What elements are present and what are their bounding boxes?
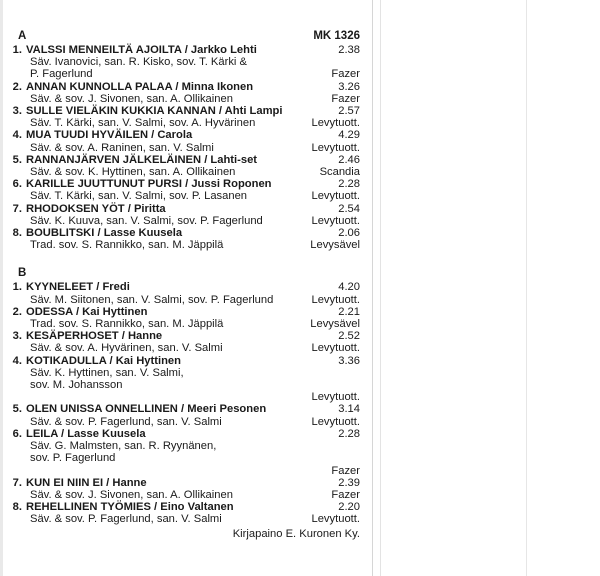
track-credit-row bbox=[8, 68, 360, 80]
track-duration: 3.36 bbox=[338, 354, 360, 367]
track-publisher: Levytuott. bbox=[311, 513, 360, 526]
track-title: BOUBLITSKI / Lasse Kuusela bbox=[26, 227, 183, 240]
track-title-row bbox=[8, 306, 360, 318]
track-publisher-row bbox=[8, 391, 360, 403]
spine-panel bbox=[373, 0, 600, 576]
track-credit-row bbox=[8, 142, 360, 154]
track-credit-row bbox=[8, 379, 360, 391]
track-credits: Säv. T. Kärki, san. V. Salmi, sov. A. Hyvärinen bbox=[30, 117, 256, 130]
track-credits: Säv. K. Hyttinen, san. V. Salmi, bbox=[30, 366, 184, 379]
track-credits: Säv. & sov. A. Raninen, san. V. Salmi bbox=[30, 141, 214, 154]
tracklist-content bbox=[8, 30, 360, 540]
track-number: 3. bbox=[12, 330, 22, 343]
track-title-row bbox=[8, 428, 360, 440]
track-publisher: Levytuott. bbox=[311, 190, 360, 203]
track-duration: 3.14 bbox=[338, 403, 360, 416]
track-credit-row bbox=[8, 93, 360, 105]
track-heading bbox=[8, 227, 182, 239]
track-number: 5. bbox=[12, 403, 22, 416]
track-duration: 2.21 bbox=[338, 305, 360, 318]
track-credits: Säv. Ivanovici, san. R. Kisko, sov. T. Kärki & bbox=[30, 56, 247, 69]
track-title: RANNANJÄRVEN JÄLKELÄINEN / Lahti-set bbox=[26, 153, 258, 166]
track-entry bbox=[8, 105, 360, 129]
track-credits: Säv. & sov. J. Sivonen, san. A. Ollikainen bbox=[30, 92, 233, 105]
track-number: 4. bbox=[12, 129, 22, 142]
track-duration: 2.28 bbox=[338, 178, 360, 191]
track-credits: Trad. sov. S. Rannikko, san. M. Jäppilä bbox=[30, 318, 224, 331]
track-heading bbox=[8, 105, 282, 117]
track-title-row bbox=[8, 203, 360, 215]
track-duration: 4.20 bbox=[338, 281, 360, 294]
track-title: KYYNELEET / Fredi bbox=[26, 281, 130, 294]
track-title-row bbox=[8, 105, 360, 117]
track-duration: 2.39 bbox=[338, 476, 360, 489]
track-heading bbox=[8, 281, 130, 293]
track-duration: 2.46 bbox=[338, 153, 360, 166]
track-title-row bbox=[8, 355, 360, 367]
track-publisher: Levytuott. bbox=[311, 391, 360, 404]
side-label: A bbox=[18, 30, 27, 42]
track-title: MUA TUUDI HYVÄILEN / Carola bbox=[26, 129, 193, 142]
track-credit-row bbox=[8, 239, 360, 251]
track-duration: 2.06 bbox=[338, 227, 360, 240]
side-label: B bbox=[18, 267, 27, 280]
track-credits: Säv. & sov. A. Hyvärinen, san. V. Salmi bbox=[30, 342, 223, 355]
track-credits: Säv. M. Siitonen, san. V. Salmi, sov. P. Fagerlund bbox=[30, 293, 274, 306]
track-entry bbox=[8, 477, 360, 501]
track-publisher-row bbox=[8, 465, 360, 477]
track-title: LEILA / Lasse Kuusela bbox=[26, 427, 146, 440]
track-credit-row bbox=[8, 440, 360, 452]
track-entry bbox=[8, 81, 360, 105]
track-publisher: Levytuott. bbox=[311, 117, 360, 130]
track-number: 3. bbox=[12, 105, 22, 118]
track-heading bbox=[8, 403, 266, 415]
track-heading bbox=[8, 81, 253, 93]
track-entry bbox=[8, 428, 360, 477]
fold-line bbox=[526, 0, 527, 576]
track-title: ANNAN KUNNOLLA PALAA / Minna Ikonen bbox=[26, 80, 254, 93]
track-number: 7. bbox=[12, 202, 22, 215]
track-entry bbox=[8, 227, 360, 251]
side-a-header bbox=[8, 30, 360, 44]
track-heading bbox=[8, 477, 147, 489]
track-duration: 2.57 bbox=[338, 105, 360, 118]
track-title-row bbox=[8, 44, 360, 56]
track-title: ODESSA / Kai Hyttinen bbox=[26, 305, 148, 318]
track-publisher: Levysävel bbox=[310, 318, 360, 331]
track-title: KOTIKADULLA / Kai Hyttinen bbox=[26, 354, 181, 367]
track-entry bbox=[8, 306, 360, 330]
track-publisher: Levytuott. bbox=[311, 415, 360, 428]
track-duration: 2.54 bbox=[338, 202, 360, 215]
track-duration: 2.20 bbox=[338, 501, 360, 514]
track-publisher: Levysävel bbox=[310, 239, 360, 252]
track-credit-row bbox=[8, 513, 360, 525]
track-title-row bbox=[8, 129, 360, 141]
track-publisher: Levytuott. bbox=[311, 293, 360, 306]
track-number: 5. bbox=[12, 153, 22, 166]
track-credits: P. Fagerlund bbox=[30, 68, 93, 81]
track-credits: Trad. sov. S. Rannikko, san. M. Jäppilä bbox=[30, 239, 224, 252]
track-heading bbox=[8, 203, 166, 215]
track-publisher: Fazer bbox=[331, 488, 360, 501]
track-title-row bbox=[8, 281, 360, 293]
track-title-row bbox=[8, 227, 360, 239]
track-credit-row bbox=[8, 489, 360, 501]
track-title: VALSSI MENNEILTÄ AJOILTA / Jarkko Lehti bbox=[26, 44, 257, 56]
track-title: KARILLE JUUTTUNUT PURSI / Jussi Roponen bbox=[26, 178, 272, 191]
track-publisher: Fazer bbox=[331, 464, 360, 477]
track-number: 6. bbox=[12, 178, 22, 191]
track-heading bbox=[8, 428, 146, 440]
track-credits: sov. M. Johansson bbox=[30, 379, 123, 392]
track-title-row bbox=[8, 178, 360, 190]
track-duration: 2.52 bbox=[338, 330, 360, 343]
track-heading bbox=[8, 501, 234, 513]
track-publisher: Levytuott. bbox=[311, 342, 360, 355]
track-credit-row bbox=[8, 117, 360, 129]
track-title: OLEN UNISSA ONNELLINEN / Meeri Pesonen bbox=[26, 403, 267, 416]
track-entry bbox=[8, 330, 360, 354]
track-duration: 4.29 bbox=[338, 129, 360, 142]
catalog-number: MK 1326 bbox=[313, 30, 360, 42]
track-credit-row bbox=[8, 416, 360, 428]
track-number: 4. bbox=[12, 354, 22, 367]
track-credit-row bbox=[8, 342, 360, 354]
track-title: RHODOKSEN YÖT / Piritta bbox=[26, 202, 166, 215]
track-heading bbox=[8, 330, 162, 342]
side-b-tracks bbox=[8, 281, 360, 525]
track-entry bbox=[8, 154, 360, 178]
track-number: 8. bbox=[12, 227, 22, 240]
track-credit-row bbox=[8, 294, 360, 306]
track-heading bbox=[8, 129, 192, 141]
track-title-row bbox=[8, 403, 360, 415]
track-title: KUN EI NIIN EI / Hanne bbox=[26, 476, 147, 489]
track-heading bbox=[8, 355, 181, 367]
track-credits: sov. P. Fagerlund bbox=[30, 452, 116, 465]
track-duration: 3.26 bbox=[338, 80, 360, 93]
track-heading bbox=[8, 154, 257, 166]
track-credits: Säv. & sov. K. Hyttinen, san. A. Ollikainen bbox=[30, 166, 236, 179]
track-credit-row bbox=[8, 215, 360, 227]
track-title: KESÄPERHOSET / Hanne bbox=[26, 330, 163, 343]
track-credit-row bbox=[8, 452, 360, 464]
fold-line bbox=[0, 0, 3, 576]
track-credit-row bbox=[8, 166, 360, 178]
track-duration: 2.28 bbox=[338, 427, 360, 440]
track-entry bbox=[8, 403, 360, 427]
track-publisher: Levytuott. bbox=[311, 141, 360, 154]
fold-line bbox=[380, 0, 381, 576]
track-publisher: Fazer bbox=[331, 92, 360, 105]
track-number: 6. bbox=[12, 427, 22, 440]
track-number: 2. bbox=[12, 80, 22, 93]
track-title: REHELLINEN TYÖMIES / Eino Valtanen bbox=[26, 501, 234, 514]
track-credits: Säv. & sov. P. Fagerlund, san. V. Salmi bbox=[30, 415, 222, 428]
track-entry bbox=[8, 501, 360, 525]
track-heading bbox=[8, 178, 272, 190]
track-number: 1. bbox=[12, 281, 22, 294]
track-credits: Säv. T. Kärki, san. V. Salmi, sov. P. Lasanen bbox=[30, 190, 248, 203]
track-entry bbox=[8, 281, 360, 305]
track-entry bbox=[8, 203, 360, 227]
track-title: SULLE VIELÄKIN KUKKIA KANNAN / Ahti Lampi bbox=[26, 105, 283, 118]
track-heading bbox=[8, 44, 257, 56]
track-title-row bbox=[8, 154, 360, 166]
track-title-row bbox=[8, 501, 360, 513]
track-credit-row bbox=[8, 56, 360, 68]
track-entry bbox=[8, 178, 360, 202]
track-credits: Säv. & sov. J. Sivonen, san. A. Ollikainen bbox=[30, 488, 233, 501]
track-title-row bbox=[8, 330, 360, 342]
track-number: 2. bbox=[12, 305, 22, 318]
track-publisher: Levytuott. bbox=[311, 214, 360, 227]
printer-credit: Kirjapaino E. Kuronen Ky. bbox=[232, 527, 360, 540]
track-title-row bbox=[8, 81, 360, 93]
track-credit-row bbox=[8, 367, 360, 379]
track-number: 8. bbox=[12, 501, 22, 514]
track-publisher: Fazer bbox=[331, 68, 360, 81]
track-number: 7. bbox=[12, 476, 22, 489]
track-entry bbox=[8, 129, 360, 153]
track-heading bbox=[8, 306, 147, 318]
side-a-tracks bbox=[8, 44, 360, 251]
track-publisher: Scandia bbox=[319, 166, 360, 179]
track-credit-row bbox=[8, 190, 360, 202]
track-entry bbox=[8, 355, 360, 404]
track-duration: 2.38 bbox=[338, 44, 360, 56]
track-number: 1. bbox=[12, 44, 22, 56]
track-credits: Säv. G. Malmsten, san. R. Ryynänen, bbox=[30, 440, 217, 453]
track-credits: Säv. K. Kuuva, san. V. Salmi, sov. P. Fagerlund bbox=[30, 214, 263, 227]
track-title-row bbox=[8, 477, 360, 489]
track-credits: Säv. & sov. P. Fagerlund, san. V. Salmi bbox=[30, 513, 222, 526]
track-credit-row bbox=[8, 318, 360, 330]
track-entry bbox=[8, 44, 360, 81]
